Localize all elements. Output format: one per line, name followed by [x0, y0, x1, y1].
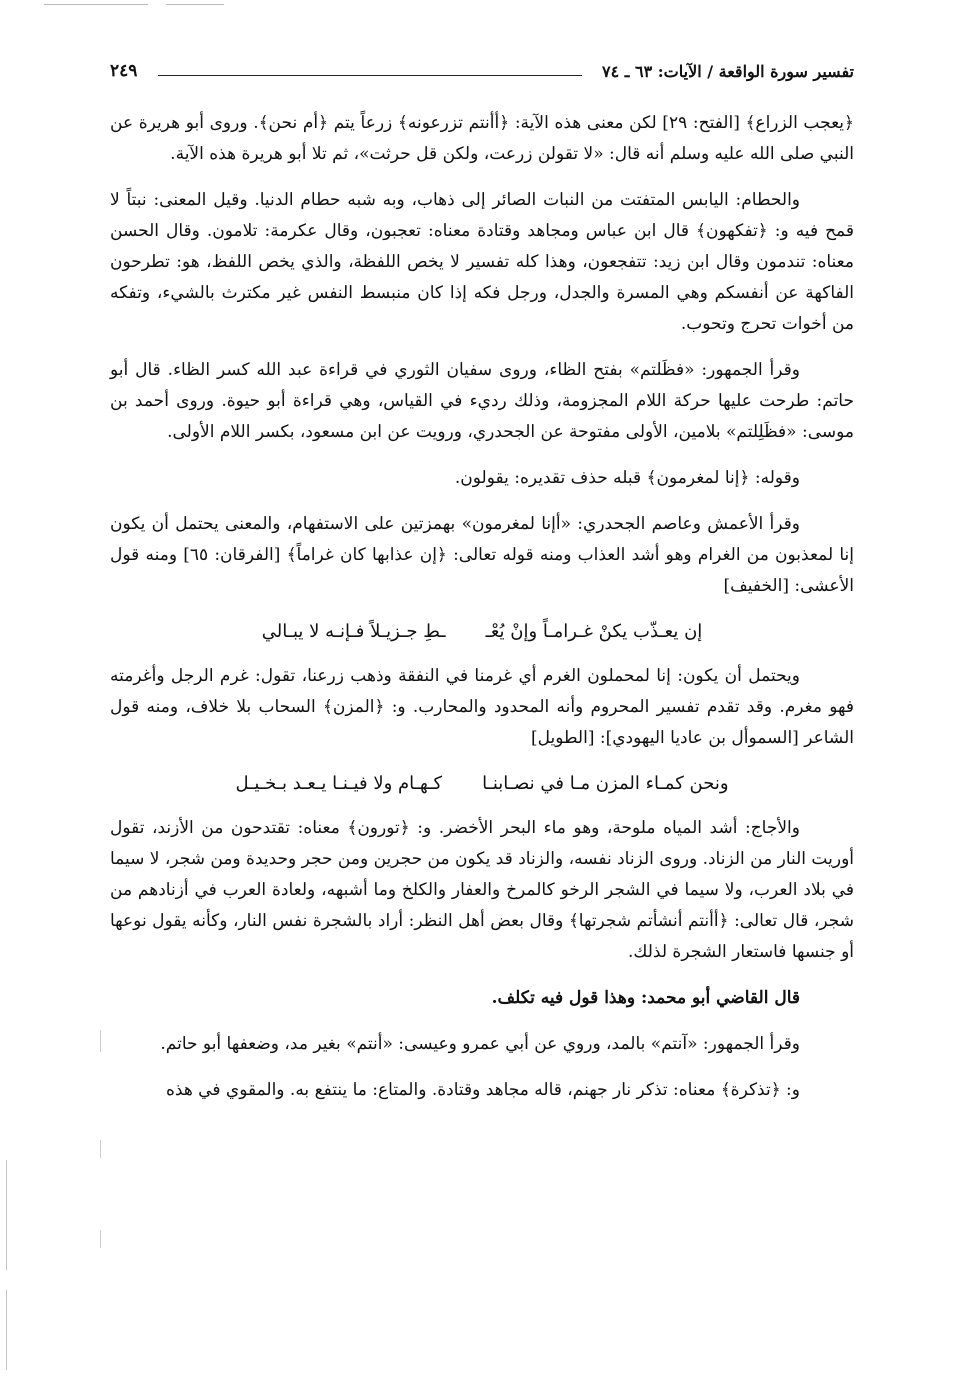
paragraph: وقرأ الأعمش وعاصم الجحدري: «أإنا لمغرمون» بهمزتين على الاستفهام، والمعنى يحتمل أن يكون إنا لمعذبون من الغرام وهو أشد العذاب ومنه قوله تعالى: ﴿إن عذابها كان غراماً﴾ [الفرقان: ٦٥] ومنه قول الأعشى: [الخفيف]: [110, 514, 854, 596]
main-text: [110, 108, 854, 1121]
scan-artifact-line: [44, 4, 148, 5]
poem-second-hemistich: كـهـام ولا فيـنـا يـعـد بـخـيـل: [235, 773, 443, 794]
poem-verse: [110, 769, 854, 799]
poem-second-hemistich: ـطِ جـزيـلاً فـإنـه لا يبـالي: [261, 621, 446, 642]
poem-first-hemistich: ونحن كمـاء المزن مـا في نصـابنـا: [482, 773, 729, 794]
paragraph: وقوله: ﴿إنا لمغرمون﴾ قبله حذف تقديره: يقولون.: [454, 468, 800, 488]
paragraph: والحطام: اليابس المتفتت من النبات الصائر إلى ذهاب، وبه شبه حطام الدنيا. وقيل المعنى: نبتاً لا قمح فيه و: ﴿تفكهون﴾ قال ابن عباس ومجاهد وقتادة معناه: تعجبون، وقال عكرمة: تلامون. وقال الحسن معناه: تندمون وقال ابن زيد: تتفجعون، وهذا كله تفسير لا يخص اللفظة، والذي يخص اللفظ، هو: تطرحون الفاكهة عن أنفسكم وهي المسرة والجدل، ورجل فكه إذا كان منبسط النفس غير مكترث بالشيء، وتفكه من أخوات تحرج وتحوب.: [110, 190, 854, 334]
scan-artifact-line: [100, 1030, 101, 1052]
scan-artifact-line: [6, 1290, 7, 1370]
scan-artifact-line: [100, 1230, 101, 1248]
scan-artifact-line: [166, 4, 224, 5]
scan-artifact-line: [100, 1140, 101, 1158]
paragraph: و: ﴿تذكرة﴾ معناه: تذكر نار جهنم، قاله مجاهد وقتادة. والمتاع: ما ينتفع به. والمقوي في هذه: [165, 1080, 800, 1100]
poem-first-hemistich: إن يعـذّب يكنْ غـرامـاً وإنْ يُعْـ: [485, 621, 703, 642]
page-number: ٢٤٩: [110, 61, 138, 81]
running-header: [110, 62, 854, 90]
paragraph: ويحتمل أن يكون: إنا لمحملون الغرم أي غرمنا في النفقة وذهب زرعنا، تقول: غرم الرجل وأغرمته فهو مغرم. وقد تقدم تفسير المحروم وأنه المحدود والمحارب. و: ﴿المزن﴾ السحاب بلا خلاف، ومنه قول الشاعر [السموأل بن عاديا اليهودي]: [الطويل]: [110, 666, 854, 748]
paragraph: والأجاج: أشد المياه ملوحة، وهو ماء البحر الأخضر. و: ﴿تورون﴾ معناه: تقتدحون من الأزند، تقول أوريت النار من الزناد. وروى الزناد نفسه، والزناد قد يكون من حجرين ومن حجر وحديدة ومن شجر، لا سيما في بلاد العرب، ولا سيما في الشجر الرخو كالمرخ والعفار والكلخ وما أشبهه، ولعادة العرب في أزنادهم من شجر، قال تعالى: ﴿أأنتم أنشأتم شجرتها﴾ وقال بعض أهل النظر: أراد بالشجرة نفس النار، وكأنه يقول نوعها أو جنسها فاستعار الشجرة لذلك.: [110, 818, 854, 962]
paragraph: وقرأ الجمهور: «فظَلتم» بفتح الظاء، وروى سفيان الثوري في قراءة عبد الله كسر الظاء. قال أبو حاتم: طرحت عليها حركة اللام المجزومة، وذلك رديء في القياس، وهي قراءة أبو حيوة. وروى أحمد بن موسى: «فظَلِلتم» بلامين، الأولى مفتوحة عن الجحدري، ورويت عن ابن مسعود، بكسر اللام الأولى.: [110, 360, 854, 442]
poem-verse: [110, 617, 854, 647]
scan-artifact-line: [6, 1160, 7, 1270]
paragraph: وقرأ الجمهور: «آنتم» بالمد، وروي عن أبي عمرو وعيسى: «أنتم» بغير مد، وضعفها أبو حاتم.: [160, 1034, 800, 1054]
header-rule: [158, 75, 582, 76]
paragraph: قال القاضي أبو محمد: وهذا قول فيه تكلف.: [491, 988, 800, 1008]
paragraph: ﴿يعجب الزراع﴾ [الفتح: ٢٩] لكن معنى هذه الآية: ﴿أأنتم تزرعونه﴾ زرعاً يتم ﴿أم نحن﴾. وروى أبو هريرة عن النبي صلى الله عليه وسلم أنه قال: «لا تقولن زرعت، ولكن قل حرثت»، ثم تلا أبو هريرة هذه الآية.: [110, 113, 854, 164]
running-title: تفسير سورة الواقعة / الآيات: ٦٣ ـ ٧٤: [602, 62, 854, 81]
